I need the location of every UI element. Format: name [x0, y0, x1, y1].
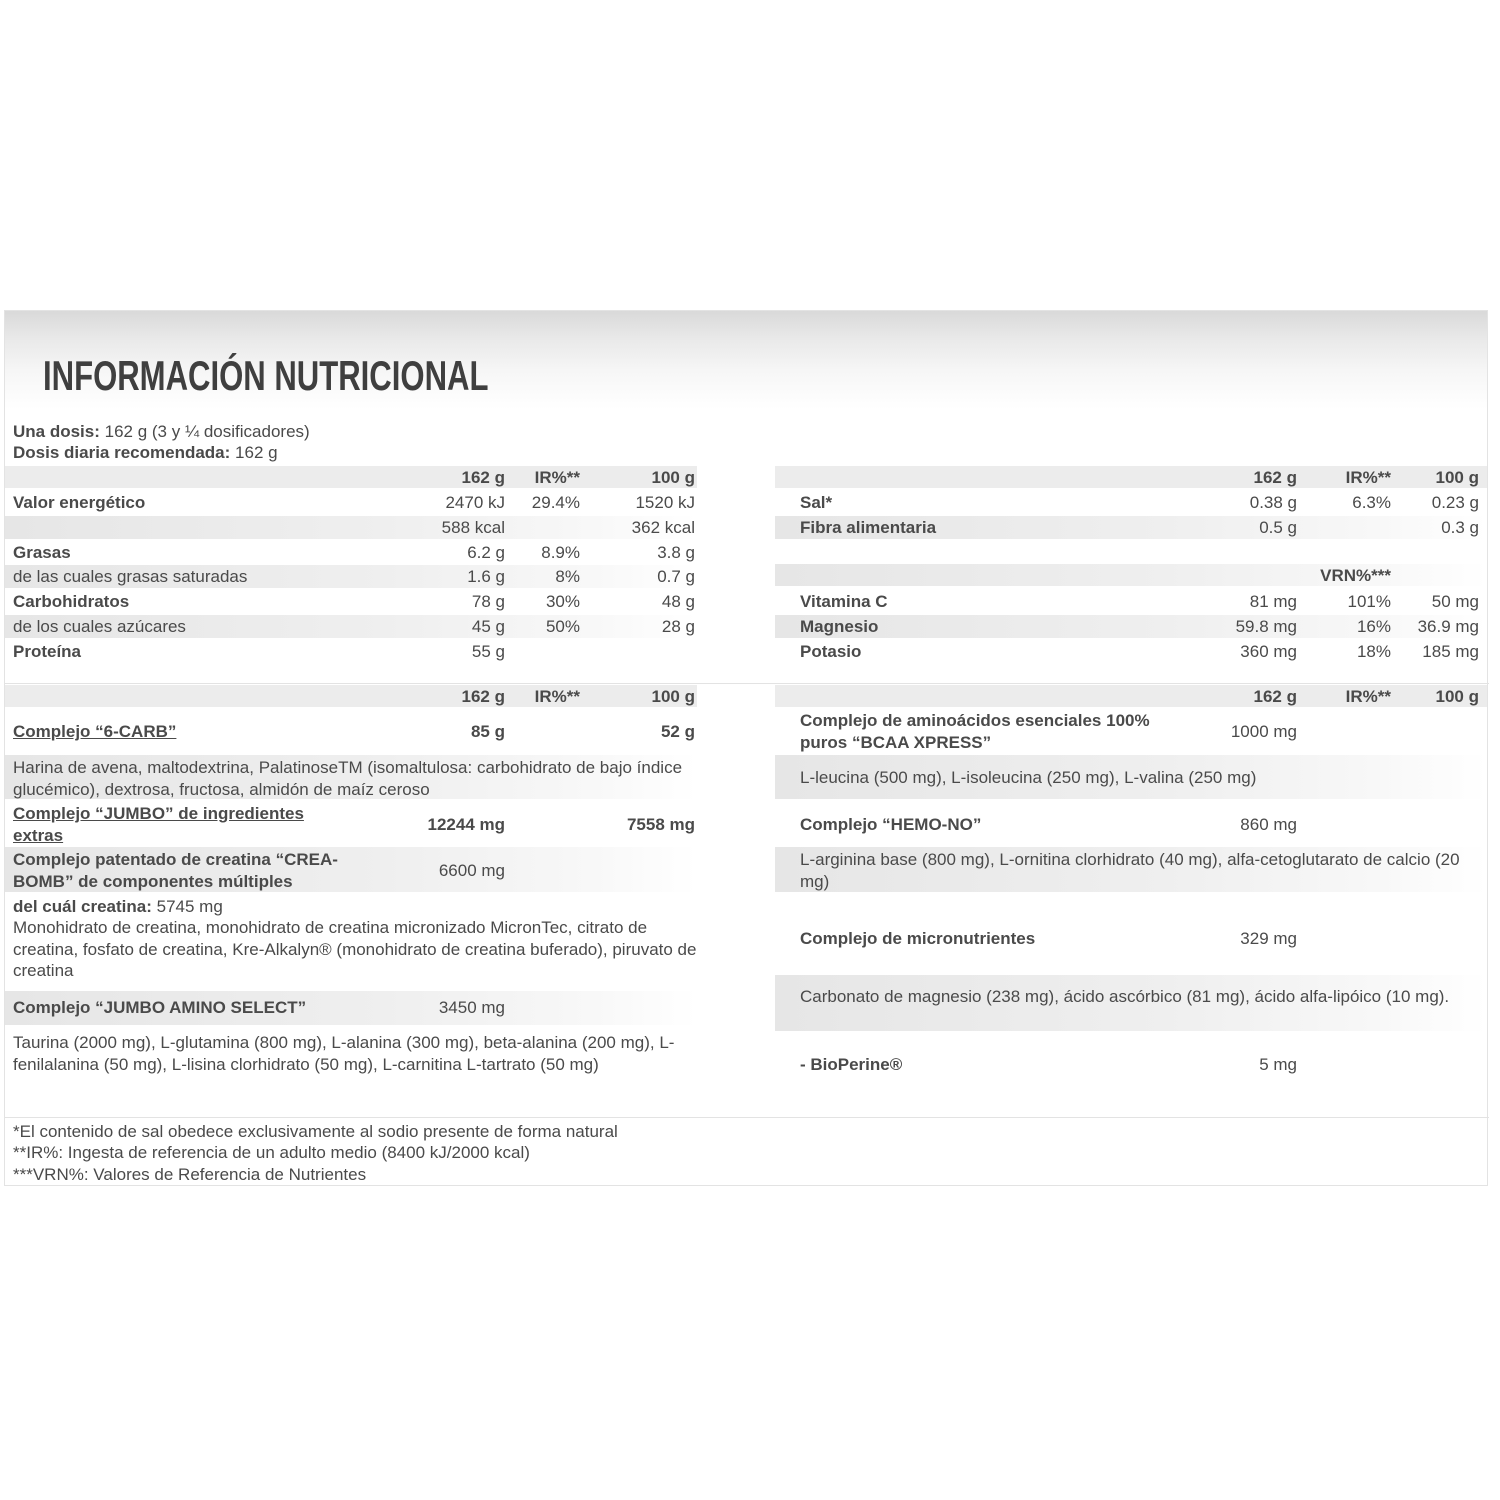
nutrient-value-162g: 588 kcal: [441, 517, 505, 537]
hemo-description: L-arginina base (800 mg), L-ornitina clorhidrato (40 mg), alfa-cetoglutarato de calcio (20 mg): [800, 850, 1460, 891]
nutrient-name: Fibra alimentaria: [800, 517, 937, 537]
carb-complex-162g: 85 g: [470, 722, 505, 741]
right-header-100g: 100 g: [1435, 468, 1479, 487]
complex-right-header-100g: 100 g: [1435, 687, 1479, 706]
bcaa-description: L-leucina (500 mg), L-isoleucina (250 mg), L-valina (250 mg): [800, 768, 1257, 787]
micro-complex-name: Complejo de micronutrientes: [800, 929, 1036, 948]
nutrition-panel: [4, 310, 1488, 1186]
vitamin-name: Magnesio: [800, 616, 879, 636]
amino-complex-162g: 3450 mg: [438, 998, 505, 1017]
footnote-divider: [5, 1117, 1489, 1118]
serving-dose: [13, 421, 613, 443]
creatine-complex-162g: 6600 mg: [438, 861, 505, 880]
right-header-ir: IR%**: [1345, 468, 1391, 487]
nutrient-value-162g: 1.6 g: [467, 567, 505, 587]
nutrient-name: Sal*: [800, 493, 833, 512]
nutrient-value-162g: 55 g: [471, 641, 505, 661]
nutrient-name: de los cuales azúcares: [13, 617, 186, 636]
footnote-salt: *El contenido de sal obedece exclusivamente al sodio presente de forma natural: [13, 1122, 618, 1141]
nutrient-value-100g: 362 kcal: [631, 517, 695, 537]
serving-daily-label: Dosis diaria recomendada:: [13, 443, 231, 462]
nutrient-value-162g: 2470 kJ: [445, 493, 505, 512]
nutrient-value-162g: 45 g: [471, 617, 505, 636]
nutrient-ir: 6.3%: [1352, 493, 1391, 512]
left-header-100g: 100 g: [651, 468, 695, 487]
nutrient-name: Proteína: [13, 641, 82, 661]
creatine-of: [13, 896, 513, 918]
complex-right-header-ir: IR%**: [1345, 687, 1391, 706]
vitamin-vrn: 18%: [1356, 641, 1391, 661]
nutrient-value-100g: 3.8 g: [657, 542, 695, 562]
vitamin-value-100g: 50 mg: [1431, 592, 1479, 611]
nutrient-value-100g: 28 g: [661, 617, 695, 636]
right-header-162g: 162 g: [1253, 468, 1297, 487]
hemo-complex-162g: 860 mg: [1240, 815, 1297, 834]
carb-complex-description: Harina de avena, maltodextrina, PalatinoseTM (isomaltulosa: carbohidrato de bajo índice glucémico), dextrosa, fructosa, almidón de maíz ceroso: [13, 758, 683, 799]
creatine-of-label: del cuál creatina:: [13, 897, 152, 916]
creatine-description: Monohidrato de creatina, monohidrato de creatina micronizado MicronTec, citrato de creatina, fosfato de creatina, Kre-Alkalyn® (monohidrato de creatina buferado), piruvato de creatina: [13, 918, 697, 980]
page-title: INFORMACIÓN NUTRICIONAL: [43, 352, 489, 399]
jumbo-complex-name: Complejo “JUMBO” de ingredientes extras: [13, 804, 304, 845]
nutrient-ir: 8.9%: [541, 542, 580, 562]
left-header-shade: [5, 466, 697, 488]
micro-complex-162g: 329 mg: [1240, 929, 1297, 948]
carb-complex-100g: 52 g: [660, 722, 695, 741]
complex-left-header-100g: 100 g: [651, 687, 695, 706]
bioperine-name: - BioPerine®: [800, 1055, 903, 1074]
vitamin-value-162g: 59.8 mg: [1235, 616, 1297, 636]
nutrient-ir: 29.4%: [531, 493, 580, 512]
complex-right-header-162g: 162 g: [1253, 687, 1297, 706]
vitamin-vrn: 101%: [1347, 592, 1391, 611]
left-header-ir: IR%**: [534, 468, 580, 487]
nutrient-ir: 30%: [545, 592, 580, 612]
jumbo-complex-100g: 7558 mg: [626, 815, 695, 834]
complex-left-header-shade: [5, 685, 697, 707]
serving-daily: [13, 442, 613, 464]
bcaa-complex-162g: 1000 mg: [1230, 722, 1297, 741]
jumbo-complex-162g: 12244 mg: [427, 815, 505, 834]
nutrient-name: de las cuales grasas saturadas: [13, 567, 248, 587]
nutrient-value-100g: 0.3 g: [1441, 517, 1479, 537]
row-shade: [5, 516, 697, 539]
left-header-162g: 162 g: [461, 468, 505, 487]
complex-left-header-ir: IR%**: [534, 687, 580, 706]
creatine-complex-name: Complejo patentado de creatina “CREA-BOMB” de componentes múltiples: [13, 850, 338, 891]
footnote-ir: **IR%: Ingesta de referencia de un adulto medio (8400 kJ/2000 kcal): [13, 1143, 530, 1162]
serving-dose-value: 162 g (3 y ¼ dosificadores): [99, 422, 310, 441]
nutrient-value-162g: 0.38 g: [1249, 493, 1297, 512]
vitamin-name: Potasio: [800, 641, 862, 661]
vitamin-value-100g: 185 mg: [1422, 641, 1479, 661]
vitamin-value-162g: 360 mg: [1240, 641, 1297, 661]
micro-description: Carbonato de magnesio (238 mg), ácido ascórbico (81 mg), ácido alfa-lipóico (10 mg).: [800, 987, 1450, 1006]
nutrient-value-162g: 0.5 g: [1259, 517, 1297, 537]
footnote-vrn: ***VRN%: Valores de Referencia de Nutrientes: [13, 1165, 367, 1184]
hemo-complex-name: Complejo “HEMO-NO”: [800, 815, 982, 834]
nutrient-name: Valor energético: [13, 493, 146, 512]
complex-left-header-162g: 162 g: [461, 687, 505, 706]
nutrient-name: Grasas: [13, 542, 71, 562]
nutrient-value-100g: 1520 kJ: [635, 493, 695, 512]
vitamin-name: Vitamina C: [800, 592, 888, 611]
nutrient-value-100g: 0.7 g: [657, 567, 695, 587]
nutrient-ir: 50%: [545, 617, 580, 636]
vrn-header: VRN%***: [1320, 566, 1391, 585]
amino-complex-name: Complejo “JUMBO AMINO SELECT”: [13, 998, 307, 1017]
nutrient-value-100g: 0.23 g: [1431, 493, 1479, 512]
nutrient-ir: 8%: [555, 567, 580, 587]
vitamin-vrn: 16%: [1356, 616, 1391, 636]
serving-daily-value: 162 g: [230, 443, 278, 462]
section-divider: [5, 683, 1489, 684]
bioperine-162g: 5 mg: [1259, 1055, 1297, 1074]
vitamin-value-100g: 36.9 mg: [1417, 616, 1479, 636]
carb-complex-name: Complejo “6-CARB”: [13, 722, 177, 741]
nutrient-name: Carbohidratos: [13, 592, 130, 612]
bcaa-complex-name: Complejo de aminoácidos esenciales 100% puros “BCAA XPRESS”: [800, 711, 1150, 752]
nutrient-value-100g: 48 g: [661, 592, 695, 612]
serving-dose-label: Una dosis:: [13, 422, 100, 441]
nutrient-value-162g: 78 g: [471, 592, 505, 612]
vitamin-value-162g: 81 mg: [1249, 592, 1297, 611]
nutrient-value-162g: 6.2 g: [467, 542, 505, 562]
creatine-of-value: 5745 mg: [151, 897, 223, 916]
amino-description: Taurina (2000 mg), L-glutamina (800 mg), L-alanina (300 mg), beta-alanina (200 mg), L-fenilalanina (50 mg), L-lisina clorhidrato (50 mg), L-carnitina L-tartrato (50 mg): [13, 1033, 675, 1074]
